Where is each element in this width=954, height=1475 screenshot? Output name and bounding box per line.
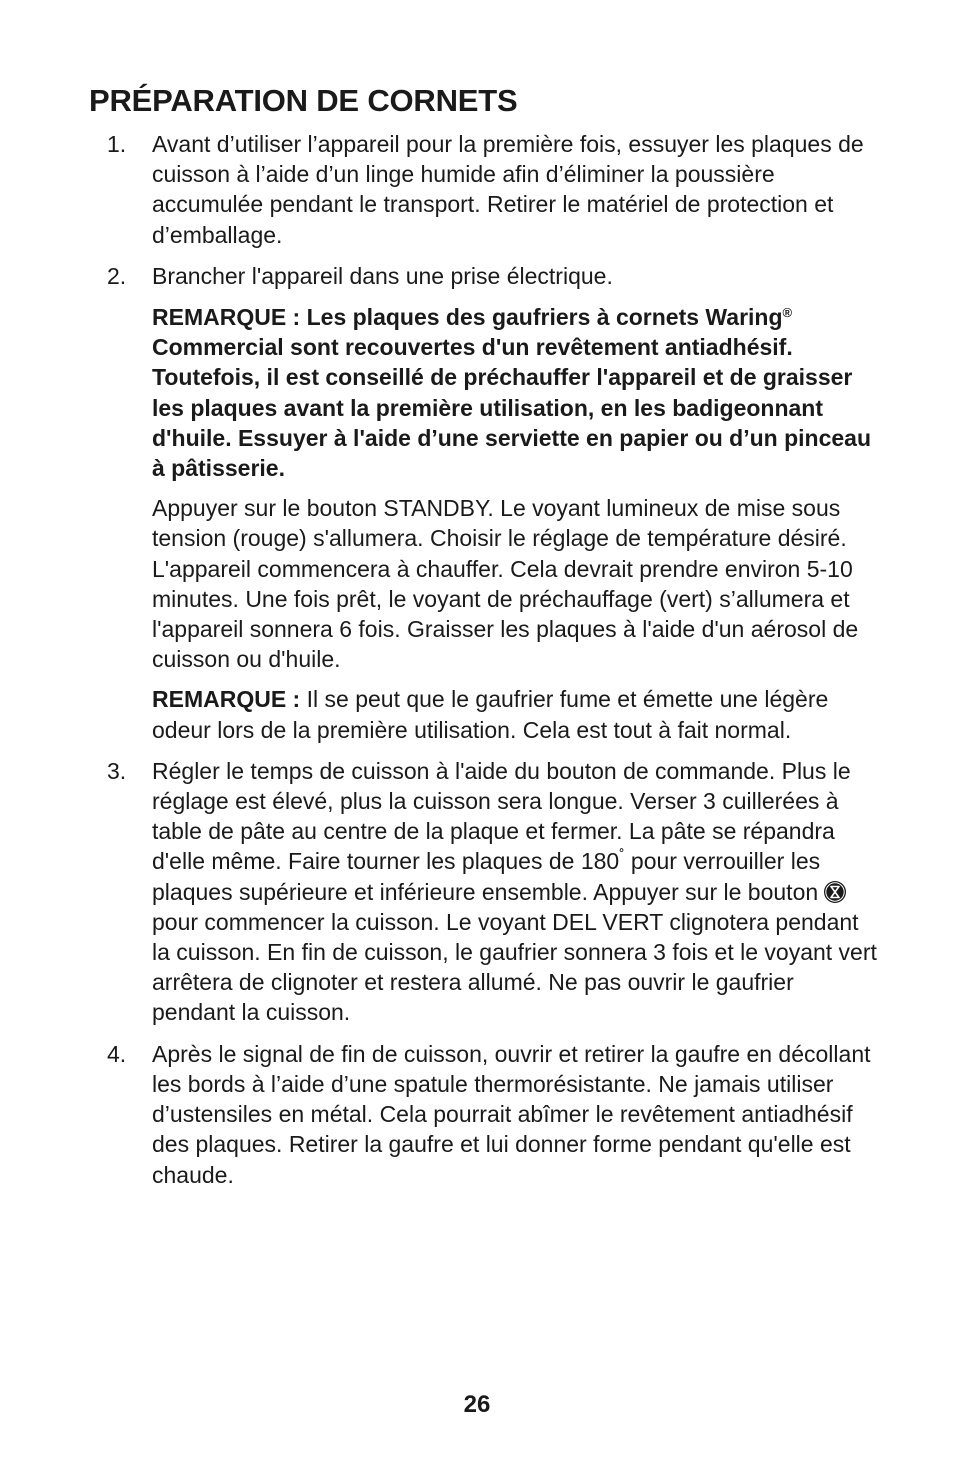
section-heading: PRÉPARATION DE CORNETS (89, 83, 518, 118)
standby-paragraph: Appuyer sur le bouton STANDBY. Le voyant lumineux de mise sous tension (rouge) s'allumera. Choisir le réglage de température désiré. L'appareil commencera à chauffer. Cela devrait prendre environ 5-10 minutes. Une fois prêt, le voyant de préchauffage (vert) s’allumera et l'appareil sonnera 6 fois. Graisser les plaques à l'aide d'un aérosol de cuisson ou d'huile. (152, 495, 859, 673)
note-paragraph (152, 302, 877, 483)
step-2 (107, 261, 877, 745)
step-text-part: pour commencer la cuisson. Le voyant DEL VERT clignotera pendant la cuisson. En fin de cuisson, le gaufrier sonnera 3 fois et le voyant vert arrêtera de clignoter et restera allumé. Ne pas ouvrir le gaufrier pendant la cuisson. (152, 908, 877, 1026)
step-text: Avant d’utiliser l’appareil pour la première fois, essuyer les plaques de cuisson à l’aide d’un linge humide afin d’éliminer la poussière accumulée pendant le transport. Retirer le matériel de protection et d’emballage. (152, 131, 864, 248)
note-text: Il se peut que le gaufrier fume et émette une légère odeur lors de la première utilisation. Cela est tout à fait normal. (152, 686, 829, 743)
note-text: Commercial sont recouvertes d'un revêtement antiadhésif. Toutefois, il est conseillé de préchauffer l'appareil et de graisser les plaques avant la première utilisation, en les badigeonnant d'huile. Essuyer à l'aide d’une serviette en papier ou d’un pinceau à pâtisserie. (152, 334, 872, 482)
step-text: Après le signal de fin de cuisson, ouvrir et retirer la gaufre en décollant les bords à l’aide d’une spatule thermorésistante. Ne jamais utiliser d’ustensiles en métal. Cela pourrait abîmer le revêtement antiadhésif des plaques. Retirer la gaufre et lui donner forme pendant qu'elle est chaude. (152, 1040, 871, 1188)
registered-mark: ® (782, 305, 793, 321)
note-label: REMARQUE : (152, 686, 301, 713)
step-text-part: Régler le temps de cuisson à l'aide du bouton de commande. Plus le réglage est élevé, plus la cuisson sera longue. Verser 3 cuillerées à table de pâte au centre de la plaque et fermer. La pâte se répandra d'elle même. Faire tourner les plaques de 180 (152, 757, 851, 875)
step-number: 4. (107, 1040, 127, 1067)
step-text: Brancher l'appareil dans une prise électrique. (152, 262, 613, 289)
step-number: 3. (107, 757, 127, 784)
step-number: 2. (107, 262, 127, 289)
step-number: 1. (107, 131, 127, 157)
steps-list (107, 129, 877, 1190)
step-text (152, 756, 877, 1028)
step-4 (107, 1039, 877, 1190)
page-number: 26 (463, 1391, 491, 1418)
hourglass-icon (824, 881, 846, 903)
step-1 (107, 129, 877, 250)
step-text-part: pour verrouiller les plaques supérieure et inférieure ensemble. Appuyer sur le bouton (152, 848, 821, 905)
note-text: REMARQUE : Les plaques des gaufriers à cornets Waring (152, 304, 783, 331)
step-3 (107, 756, 877, 1028)
degree-sign: ˚ (619, 848, 625, 866)
note-paragraph (152, 684, 877, 744)
